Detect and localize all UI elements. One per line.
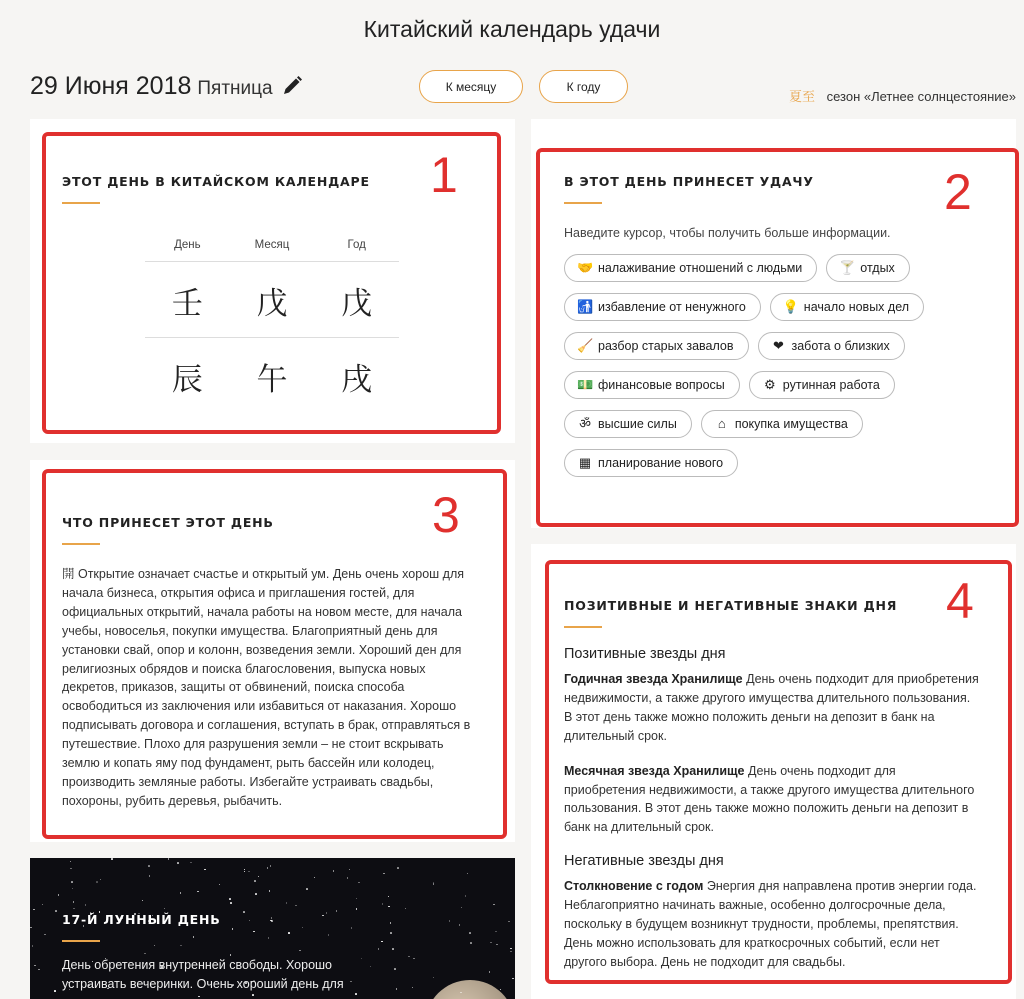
star-dot — [33, 909, 35, 911]
tag-declutter[interactable]: 🚮 избавление от ненужного — [564, 293, 761, 321]
calendar-card — [30, 119, 515, 443]
tag-property[interactable]: ⌂ покупка имущества — [701, 410, 863, 438]
annotation-number-2: 2 — [944, 164, 972, 220]
star-dot — [85, 904, 87, 906]
star-dot — [42, 904, 44, 906]
positive-star-2: Месячная звезда Хранилище День очень подходит для приобретения недвижимости, а также другого имущества длительного пользования. В этот день также можно положить деньги на депозит в банк на длительный срок. — [564, 763, 975, 835]
star-dot — [32, 945, 34, 947]
star-dot — [493, 904, 495, 906]
star-dot — [396, 988, 398, 990]
star-dot — [73, 908, 75, 910]
tag-finance[interactable]: 💵 финансовые вопросы — [564, 371, 740, 399]
star-dot — [390, 922, 392, 924]
star-dot — [248, 871, 250, 873]
stem-year: 戊 — [341, 286, 373, 322]
star-dot — [254, 880, 256, 882]
star-dot — [295, 905, 297, 907]
star-dot — [370, 966, 372, 968]
cocktail-icon: 🍸 — [839, 260, 856, 275]
star-dot — [198, 996, 200, 998]
star-dot — [512, 978, 514, 980]
tag-higher-powers[interactable]: ॐ высшие силы — [564, 410, 692, 438]
calendar-icon: ▦ — [578, 455, 592, 470]
star-dot — [500, 989, 502, 991]
trash-person-icon: 🚮 — [577, 299, 594, 314]
star-dot — [460, 992, 462, 994]
luck-card — [531, 119, 1016, 528]
branch-year: 戌 — [341, 362, 373, 398]
star-dot — [72, 888, 74, 890]
title-underline — [564, 202, 602, 204]
day-card-title: ЧТО ПРИНЕСЕТ ЭТОТ ДЕНЬ — [62, 515, 274, 530]
star-dot — [381, 941, 383, 943]
star-dot — [388, 896, 390, 898]
stem-month: 戊 — [256, 286, 288, 322]
star-dot — [34, 965, 36, 967]
star-dot — [378, 948, 380, 950]
col-day: День — [174, 239, 201, 251]
star-dot — [230, 902, 232, 904]
star-dot — [100, 879, 102, 881]
season-text: сезон «Летнее солнцестояние» — [826, 89, 1016, 104]
positive-star-1: Годичная звезда Хранилище День очень подходит для приобретения недвижимости, а также другого имущества длительного пользования. В этот день также можно положить деньги на депозит в банк на длительный срок. — [564, 672, 979, 743]
lightbulb-icon: 💡 — [782, 299, 799, 314]
star-dot — [408, 956, 410, 958]
to-year-button[interactable]: К году — [539, 70, 628, 103]
star-dot — [459, 924, 461, 926]
broom-icon: 🧹 — [577, 338, 594, 353]
star-dot — [394, 968, 396, 970]
star-dot — [356, 908, 358, 910]
star-dot — [412, 987, 414, 989]
star-dot — [449, 920, 451, 922]
title-underline — [564, 626, 602, 628]
star-dot — [267, 867, 269, 869]
negative-star-1: Столкновение с годом Энергия дня направлена против энергии года. Неблагоприятно начинать важные, особенно долгосрочные дела, поскольку в будущем возникнут трудности, проблемы, препятствия. День можно использовать для краткосрочных событий, если нет другого выбора. День не подходит для свадьбы. — [564, 879, 977, 969]
branch-month: 午 — [256, 362, 288, 398]
col-year: Год — [347, 239, 366, 251]
star-dot — [390, 932, 392, 934]
tag-rest[interactable]: 🍸 отдых — [826, 254, 910, 282]
moon-image — [425, 980, 515, 999]
star-dot — [70, 868, 72, 870]
star-dot — [54, 990, 56, 992]
star-dot — [508, 921, 510, 923]
stem-day: 壬 — [171, 286, 203, 322]
star-dot — [461, 907, 463, 909]
heart-hands-icon: ❤ — [773, 338, 784, 353]
hover-hint: Наведите курсор, чтобы получить больше информации. — [564, 226, 891, 240]
handshake-icon: 🤝 — [577, 260, 594, 275]
positive-stars-heading: Позитивные звезды дня — [564, 646, 726, 662]
star-dot — [383, 873, 385, 875]
star-dot — [180, 892, 182, 894]
star-dot — [470, 942, 472, 944]
tag-care[interactable]: ❤ забота о близких — [758, 332, 905, 360]
star-dot — [397, 867, 399, 869]
star-dot — [349, 869, 351, 871]
date-display — [30, 72, 303, 101]
star-dot — [149, 875, 151, 877]
season-hanzi: 夏至 — [788, 89, 815, 104]
annotation-number-3: 3 — [432, 487, 460, 543]
branch-day: 辰 — [171, 362, 203, 398]
star-dot — [405, 908, 407, 910]
star-dot — [489, 971, 491, 973]
star-dot — [219, 884, 221, 886]
star-dot — [269, 890, 271, 892]
star-dot — [142, 900, 144, 902]
calendar-card-title: ЭТОТ ДЕНЬ В КИТАЙСКОМ КАЛЕНДАРЕ — [62, 174, 370, 189]
luck-card-title: В ЭТОТ ДЕНЬ ПРИНЕСЕТ УДАЧУ — [564, 174, 814, 189]
negative-stars-heading: Негативные звезды дня — [564, 853, 724, 870]
star-dot — [164, 908, 166, 910]
star-dot — [413, 958, 415, 960]
star-dot — [510, 951, 512, 953]
lunar-description: День обретения внутренней свободы. Хорошо устраивать вечеринки. Очень хороший день для — [62, 958, 344, 991]
tag-new-deeds[interactable]: 💡 начало новых дел — [770, 293, 924, 321]
day-card — [30, 460, 515, 842]
star-dot — [168, 858, 170, 860]
star-dot — [111, 858, 113, 860]
annotation-number-4: 4 — [946, 573, 974, 629]
house-icon: ⌂ — [717, 416, 726, 431]
star-dot — [388, 906, 390, 908]
page-title: Китайский календарь удачи — [363, 16, 661, 42]
star-dot — [392, 948, 394, 950]
star-dot — [496, 944, 498, 946]
star-dot — [190, 862, 192, 864]
star-dot — [382, 903, 384, 905]
star-dot — [347, 877, 349, 879]
season-label — [789, 86, 1016, 105]
star-dot — [510, 948, 512, 950]
star-dot — [490, 942, 492, 944]
star-dot — [465, 895, 467, 897]
pencil-icon[interactable] — [281, 75, 303, 97]
day-description: 開 Открытие означает счастье и открытый ум. День очень хорош для начала бизнеса, открытия офиса и приглашения гостей, для официальных открытий, начала работы на новом месте, для начала учебы, новоселья, покупки имущества. Благоприятный день для установки свай, опор и колонн, возведения земли. Хороший ден для религиозных обрядов и поиска благословения, выпуска новых декретов, приказов, защиты от обвинений, поиска способа освободиться из заключения или избавиться от наказания. Хорошо подписывать договора и соглашения, вступать в брак, отправляться в путешествие. Плохо для разрушения земли – не стоит вскрывать землю и копать яму под фундамент, рыть бассейн или колодец, производить земляные работы. Избегайте устраивать свадьбы, похороны, рубить деревья, рыбачить. — [62, 567, 471, 808]
calendar-table — [145, 239, 399, 413]
star-dot — [433, 977, 435, 979]
star-dot — [44, 934, 46, 936]
date-weekday: Пятница — [197, 78, 273, 99]
star-dot — [433, 883, 435, 885]
tag-old-clutter[interactable]: 🧹 разбор старых завалов — [564, 332, 749, 360]
col-month: Месяц — [254, 239, 290, 251]
star-dot — [469, 932, 471, 934]
star-dot — [467, 873, 469, 875]
to-month-button[interactable]: К месяцу — [419, 70, 523, 103]
star-dot — [356, 898, 358, 900]
star-dot — [197, 891, 199, 893]
luck-tags — [564, 254, 944, 477]
star-dot — [177, 862, 179, 864]
star-dot — [244, 869, 246, 871]
star-dot — [495, 931, 497, 933]
star-dot — [70, 861, 72, 863]
star-dot — [286, 902, 288, 904]
signs-card-title: ПОЗИТИВНЫЕ И НЕГАТИВНЫЕ ЗНАКИ ДНЯ — [564, 598, 898, 613]
star-dot — [258, 876, 260, 878]
annotation-number-1: 1 — [430, 147, 458, 203]
star-dot — [71, 881, 73, 883]
om-icon: ॐ — [579, 416, 591, 431]
signs-card — [531, 544, 1016, 999]
star-dot — [306, 888, 308, 890]
star-dot — [30, 927, 32, 929]
tag-relations[interactable]: 🤝 налаживание отношений с людьми — [564, 254, 817, 282]
date-main: 29 Июня 2018 — [30, 72, 192, 100]
star-dot — [38, 969, 40, 971]
tag-planning[interactable]: ▦ планирование нового — [564, 449, 738, 477]
star-dot — [314, 877, 316, 879]
gears-icon: ⚙ — [763, 377, 776, 392]
star-dot — [96, 881, 98, 883]
star-dot — [252, 994, 254, 996]
star-dot — [255, 893, 257, 895]
star-dot — [148, 865, 150, 867]
money-icon: 💵 — [577, 377, 594, 392]
title-underline — [62, 543, 100, 545]
star-dot — [204, 869, 206, 871]
lunar-card-title: 17-Й ЛУННЫЙ ДЕНЬ — [62, 912, 221, 927]
tag-routine[interactable]: ⚙ рутинная работа — [749, 371, 895, 399]
title-underline — [62, 202, 100, 204]
star-dot — [73, 901, 75, 903]
title-underline — [62, 940, 100, 942]
star-dot — [358, 882, 360, 884]
lunar-day-card — [30, 858, 515, 999]
star-dot — [270, 865, 272, 867]
star-dot — [244, 871, 246, 873]
star-dot — [58, 894, 60, 896]
star-dot — [333, 870, 335, 872]
star-dot — [229, 898, 231, 900]
star-dot — [55, 910, 57, 912]
